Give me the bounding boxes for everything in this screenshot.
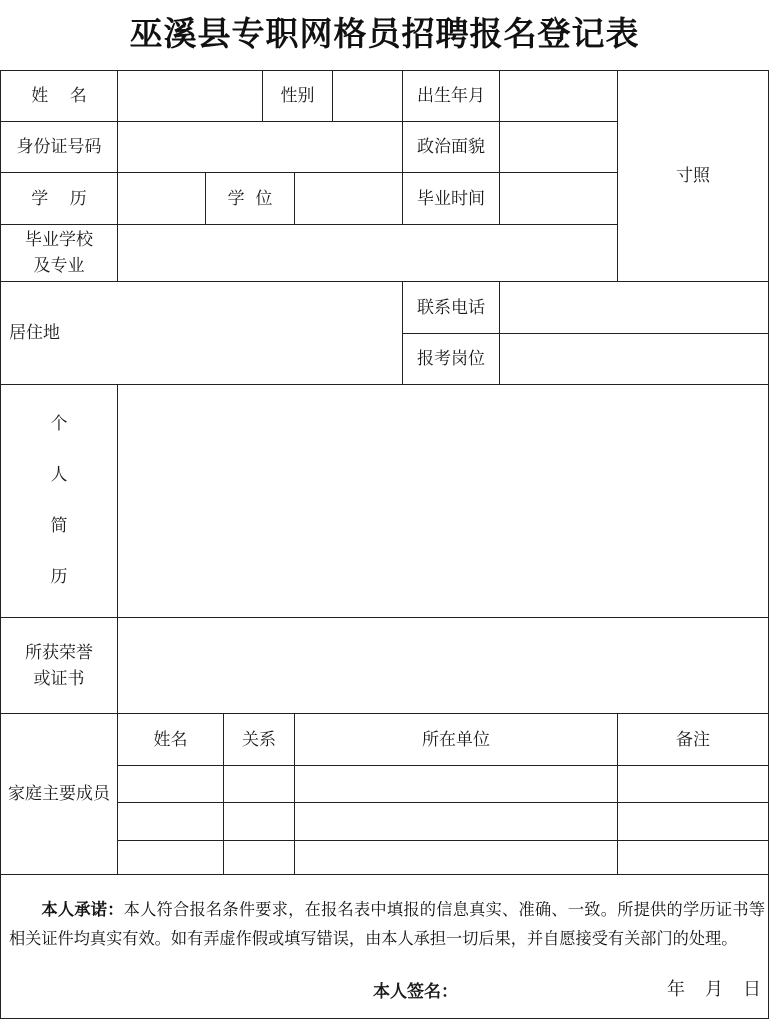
family-row-2-relation[interactable] [223,802,295,841]
resume-field[interactable] [117,384,769,618]
family-row-2-name[interactable] [117,802,224,841]
family-row-3-relation[interactable] [223,840,295,875]
school-major-field[interactable] [117,224,618,282]
family-row-1-remark[interactable] [617,765,769,803]
name-label: 姓 名 [0,70,118,122]
date-year-label: 年 [667,979,687,1000]
pledge-text [9,895,765,953]
family-header-unit: 所在单位 [294,713,618,766]
birth-label: 出生年月 [402,70,500,122]
gender-field[interactable] [332,70,403,122]
id-number-field[interactable] [117,121,403,173]
family-header-remark: 备注 [617,713,769,766]
family-row-1-unit[interactable] [294,765,618,803]
pledge-body: 本人符合报名条件要求，在报名表中填报的信息真实、准确、一致。所提供的学历证书等相关证件均真实有效。如有弄虚作假或填写错误，由本人承担一切后果，并自愿接受有关部门的处理。 [9,900,766,948]
family-label: 家庭主要成员 [0,713,118,875]
family-header-relation: 关系 [223,713,295,766]
graduation-time-label: 毕业时间 [402,172,500,225]
honors-field[interactable] [117,617,769,714]
form-title: 巫溪县专职网格员招聘报名登记表 [129,14,640,53]
family-row-3-name[interactable] [117,840,224,875]
school-major-label: 毕业学校 及专业 [0,224,118,282]
id-number-label: 身份证号码 [0,121,118,173]
gender-label: 性别 [262,70,333,122]
residence-label: 居住地 [9,323,60,343]
education-label: 学 历 [0,172,118,225]
position-field[interactable] [499,333,769,385]
photo-box[interactable]: 寸照 [617,70,769,282]
name-field[interactable] [117,70,263,122]
residence-cell[interactable] [0,281,403,385]
family-row-1-relation[interactable] [223,765,295,803]
phone-label: 联系电话 [402,281,500,334]
signature-field[interactable] [453,975,643,1003]
degree-label: 学 位 [205,172,295,225]
resume-label: 个 人 简 历 [0,384,118,618]
date-month-label: 月 [705,979,725,1000]
family-row-1-name[interactable] [117,765,224,803]
political-label: 政治面貌 [402,121,500,173]
family-header-name: 姓名 [117,713,224,766]
political-field[interactable] [499,121,618,173]
graduation-time-field[interactable] [499,172,618,225]
position-label: 报考岗位 [402,333,500,385]
sign-date[interactable] [667,975,763,1001]
family-row-3-unit[interactable] [294,840,618,875]
family-row-2-remark[interactable] [617,802,769,841]
signature-label: 本人签名： [373,982,458,1002]
honors-label: 所获荣誉 或证书 [0,617,118,714]
pledge-section [0,874,769,1019]
pledge-lead: 本人承诺： [41,900,124,919]
family-row-3-remark[interactable] [617,840,769,875]
degree-field[interactable] [294,172,403,225]
phone-field[interactable] [499,281,769,334]
birth-field[interactable] [499,70,618,122]
family-row-2-unit[interactable] [294,802,618,841]
date-day-label: 日 [743,979,763,1000]
education-field[interactable] [117,172,206,225]
